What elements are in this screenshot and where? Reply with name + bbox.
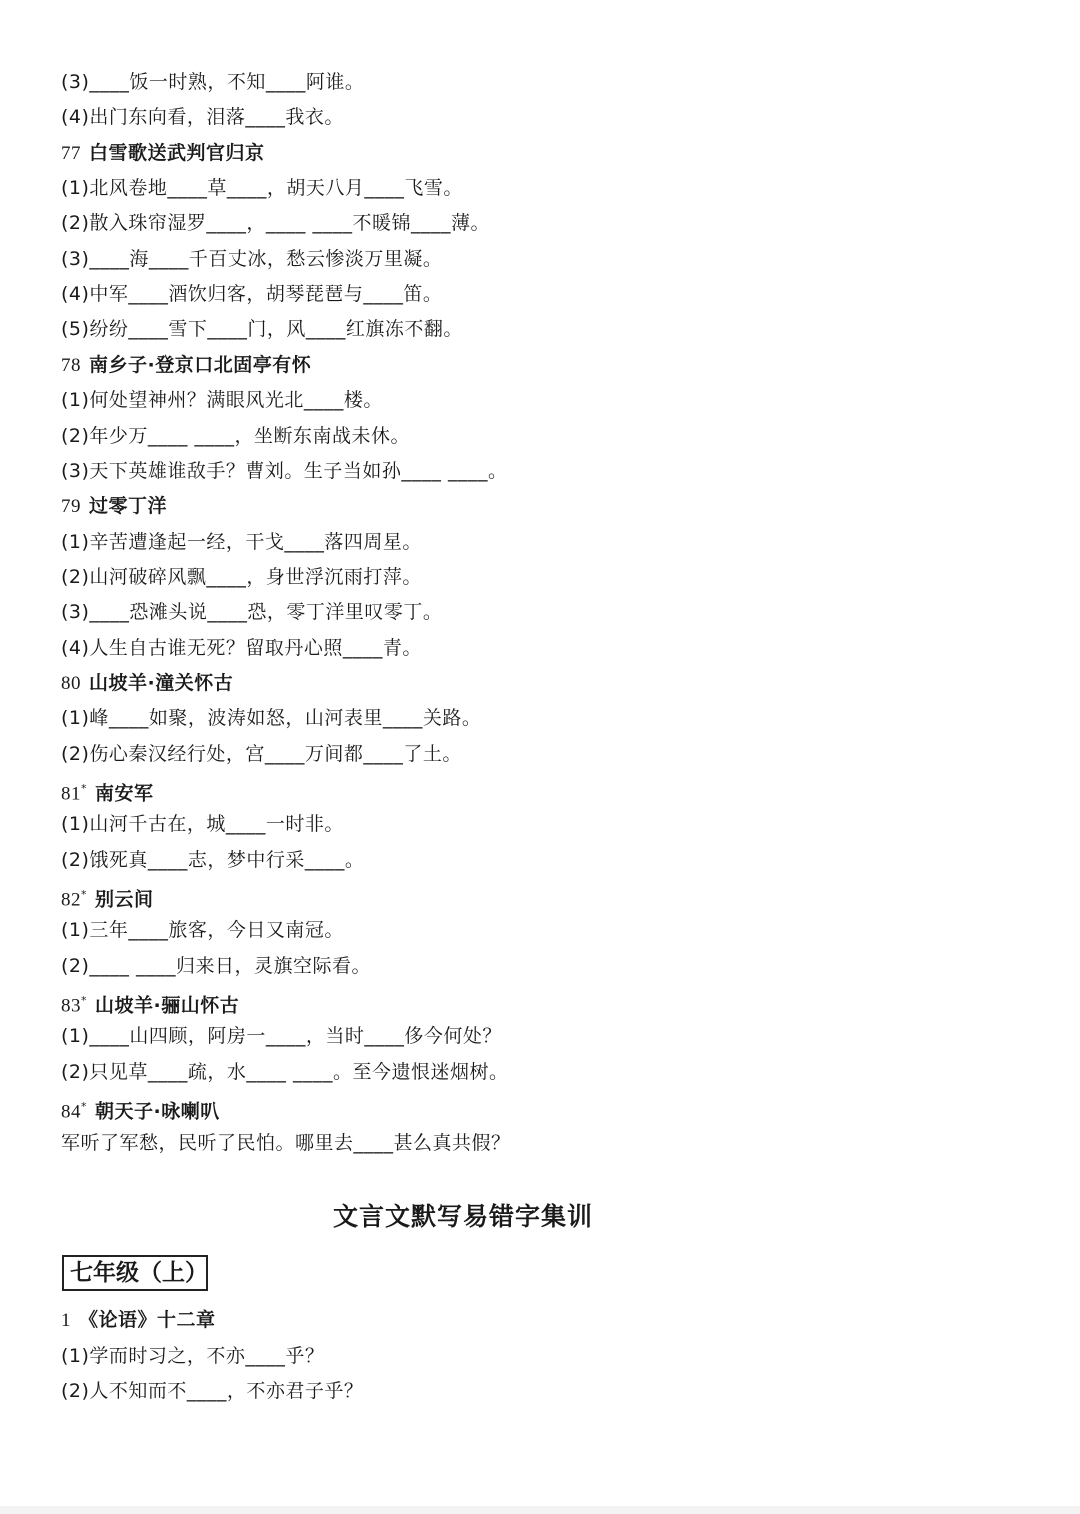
poem-title: 南乡子·登京口北固亭有怀 <box>89 353 312 376</box>
poem-number: 77 <box>61 142 81 164</box>
poem-heading <box>61 350 311 380</box>
fill-blank-item: (2)____ ____归来日，灵旗空际看。 <box>61 954 371 977</box>
poem-number: 1 <box>61 1310 71 1331</box>
fill-blank-item: (2)伤心秦汉经行处，宫____万间都____了土。 <box>61 742 462 765</box>
extracurricular-star-mark: * <box>81 782 87 795</box>
poem-title: 别云间 <box>95 888 154 911</box>
fill-blank-item: (3)____饭一时熟，不知____阿谁。 <box>61 71 365 93</box>
fill-blank-item: (1)北风卷地____草____，胡天八月____飞雪。 <box>61 177 463 200</box>
poem-heading <box>61 774 154 804</box>
fill-blank-item: (4)人生自古谁无死？留取丹心照____青。 <box>61 636 422 659</box>
fill-blank-item: (4)出门东向看，泪落____我衣。 <box>61 106 344 129</box>
section-title: 文言文默写易错字集训 <box>332 1202 593 1231</box>
fill-blank-item: (1)峰____如聚，波涛如怒，山河表里____关路。 <box>61 707 482 730</box>
poem-title: 过零丁洋 <box>89 495 168 518</box>
poem-number: 82 <box>61 889 81 911</box>
extracurricular-star-mark: * <box>81 888 87 902</box>
fill-blank-item: (1)辛苦遭逢起一经，干戈____落四周星。 <box>61 530 422 553</box>
poem-heading <box>61 138 265 168</box>
poem-number: 83 <box>61 995 81 1017</box>
poem-title: 山坡羊·骊山怀古 <box>95 994 240 1017</box>
fill-blank-item: (5)纷纷____雪下____门，风____红旗冻不翻。 <box>61 318 463 341</box>
fill-blank-item: (4)中军____酒饮归客，胡琴琵琶与____笛。 <box>61 283 443 306</box>
fill-blank-item: (1)学而时习之，不亦____乎？ <box>61 1344 325 1367</box>
poem-number: 79 <box>61 496 81 518</box>
extracurricular-star-mark: * <box>81 994 87 1008</box>
poem-number: 81 <box>61 783 81 805</box>
fill-blank-item: (1)三年____旅客，今日又南冠。 <box>61 919 344 942</box>
fill-blank-item: 军听了军愁，民听了民怕。哪里去____甚么真共假？ <box>61 1131 511 1154</box>
poem-title: 朝天子·咏喇叭 <box>95 1100 220 1123</box>
fill-blank-item: (2)饿死真____志，梦中行采____。 <box>61 848 365 871</box>
fill-blank-item: (1)____山四顾，阿房一____，当时____侈今何处？ <box>61 1025 502 1048</box>
fill-blank-item: (2)人不知而不____，不亦君子乎？ <box>61 1380 364 1402</box>
fill-blank-item: (2)年少万____ ____，坐断东南战未休。 <box>61 424 410 447</box>
poem-heading <box>61 986 239 1016</box>
fill-blank-item: (2)山河破碎风飘____，身世浮沉雨打萍。 <box>61 565 422 588</box>
fill-blank-item: (3)____海____千百丈冰，愁云惨淡万里凝。 <box>61 247 443 270</box>
poem-heading <box>61 668 233 698</box>
page-bottom-edge <box>0 1506 1080 1514</box>
poem-heading <box>61 1092 220 1122</box>
poem-heading <box>61 1305 216 1335</box>
poem-heading <box>61 491 167 521</box>
poem-number: 80 <box>61 672 81 694</box>
poem-title: 山坡羊·潼关怀古 <box>89 671 234 694</box>
grade-label-box: 七年级（上） <box>62 1255 208 1291</box>
poem-number: 84 <box>61 1101 81 1123</box>
extracurricular-star-mark: * <box>81 1100 87 1114</box>
fill-blank-item: (1)何处望神州？满眼风光北____楼。 <box>61 389 383 412</box>
fill-blank-item: (2)散入珠帘湿罗____，____ ____不暖锦____薄。 <box>61 212 490 235</box>
fill-blank-item: (1)山河千古在，城____一时非。 <box>61 813 344 836</box>
fill-blank-item: (3)____恐滩头说____恐，零丁洋里叹零丁。 <box>61 601 443 624</box>
poem-title: 南安军 <box>95 782 154 805</box>
fill-blank-item: (2)只见草____疏，水____ ____。至今遗恨迷烟树。 <box>61 1060 509 1083</box>
fill-blank-item: (3)天下英雄谁敌手？曹刘。生子当如孙____ ____。 <box>61 459 508 482</box>
poem-number: 78 <box>61 354 81 376</box>
poem-heading <box>61 880 154 910</box>
poem-title: 《论语》十二章 <box>79 1309 216 1331</box>
poem-title: 白雪歌送武判官归京 <box>89 141 265 164</box>
